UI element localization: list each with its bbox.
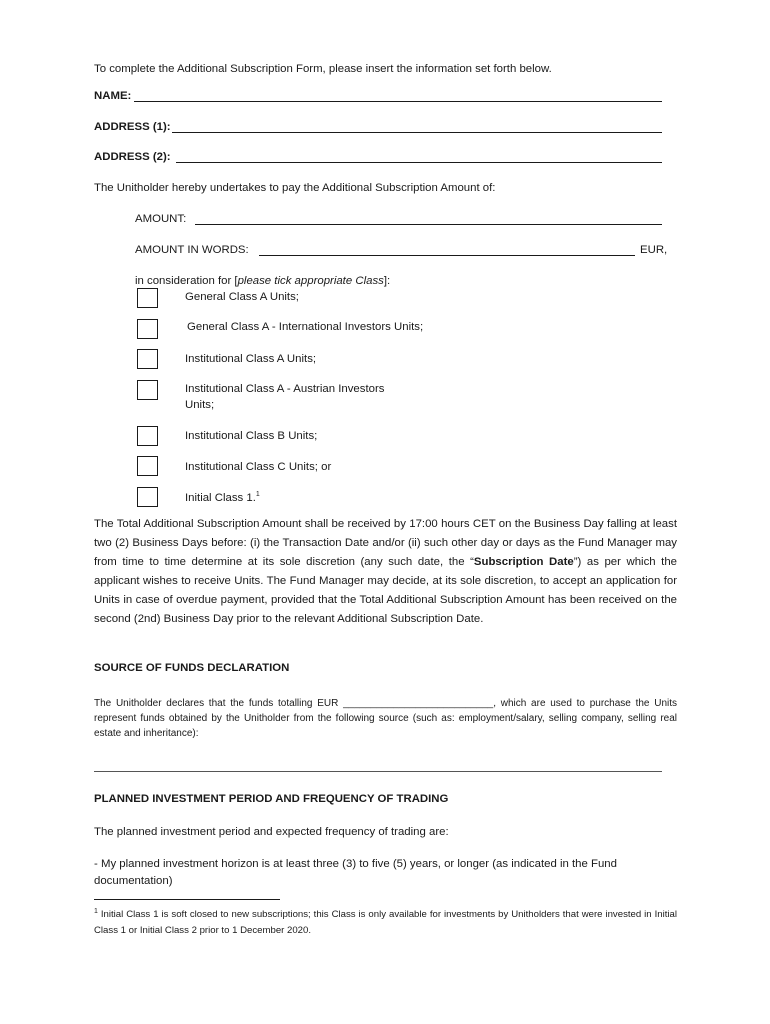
class-label-general-class-a-international: General Class A - International Investors Units; <box>187 321 424 333</box>
footnote-marker: 1 <box>94 907 98 915</box>
checkbox-institutional-class-b[interactable] <box>137 426 158 446</box>
source-text-part2: , which are used to purchase the Units represent funds obtained by the Unitholder from the following source (such as: employment/salary, selling company, selling real estate and inheritance): <box>94 698 678 739</box>
total-amount-paragraph <box>94 515 677 628</box>
address2-field[interactable] <box>176 162 662 163</box>
footnote-separator <box>94 899 280 900</box>
amount-words-label: AMOUNT IN WORDS: <box>135 244 249 256</box>
source-text-part1: The Unitholder declares that the funds totalling EUR <box>94 698 344 709</box>
subscription-date-term: Subscription Date <box>473 555 574 568</box>
footnote-ref: 1 <box>255 491 260 499</box>
planned-heading: PLANNED INVESTMENT PERIOD AND FREQUENCY OF TRADING <box>94 793 449 805</box>
total-para-part1: The Total Additional Subscription Amount shall be received by 17:00 hours CET on the Business Day falling at least two (2) Business Days before: (i) the Transaction Date and/or (ii) such other day or days as the Fund Manager may from time to time determine at its sole discretion (any such date, the “ <box>94 518 677 568</box>
address1-label: ADDRESS (1): <box>94 121 171 133</box>
source-paragraph <box>94 696 677 741</box>
class-label-general-class-a: General Class A Units; <box>185 291 299 303</box>
initial-class-1-text: Initial Class 1. <box>185 492 256 504</box>
consideration-italic: please tick appropriate Class <box>237 275 384 287</box>
amount-words-field[interactable] <box>259 255 635 256</box>
intro-text: To complete the Additional Subscription Form, please insert the information set forth below. <box>94 63 552 75</box>
consideration-text <box>135 274 390 289</box>
address1-field[interactable] <box>172 132 662 133</box>
amount-label: AMOUNT: <box>135 213 187 225</box>
consideration-prefix: in consideration for [ <box>135 275 238 287</box>
class-label-institutional-class-c: Institutional Class C Units; or <box>185 461 332 473</box>
name-label: NAME: <box>94 90 132 102</box>
class-label-institutional-class-b: Institutional Class B Units; <box>185 430 318 442</box>
class-label-institutional-class-a: Institutional Class A Units; <box>185 353 317 365</box>
checkbox-institutional-class-a-austrian[interactable] <box>137 380 158 400</box>
checkbox-general-class-a-international[interactable] <box>137 319 158 339</box>
total-para-part2: ”) as per which the applicant wishes to receive Units. The Fund Manager may decide, at its sole discretion, to accept an application for Units in case of overdue payment, provided that the Total Additional Subscription Amount has been received on the second (2nd) Business Day prior to the relevant Additional Subscription Date. <box>94 555 678 625</box>
planned-text: The planned investment period and expected frequency of trading are: <box>94 826 449 838</box>
funds-amount-blank[interactable]: ___________________________ <box>343 698 494 709</box>
checkbox-institutional-class-a[interactable] <box>137 349 158 369</box>
checkbox-initial-class-1[interactable] <box>137 487 158 507</box>
source-heading: SOURCE OF FUNDS DECLARATION <box>94 662 290 674</box>
footnote-text: Initial Class 1 is soft closed to new subscriptions; this Class is only available for investments by Unitholders that were invested in Initial Class 1 or Initial Class 2 prior to 1 December 2020. <box>94 909 677 936</box>
class-label-initial-class-1 <box>185 491 260 506</box>
currency-label: EUR, <box>640 244 668 256</box>
checkbox-institutional-class-c[interactable] <box>137 456 158 476</box>
consideration-suffix: ]: <box>383 275 391 287</box>
name-field[interactable] <box>134 101 662 102</box>
amount-field[interactable] <box>195 224 662 225</box>
class-label-institutional-class-a-austrian-cont: Units; <box>185 399 215 411</box>
address2-label: ADDRESS (2): <box>94 151 171 163</box>
checkbox-general-class-a[interactable] <box>137 288 158 308</box>
source-of-funds-field[interactable] <box>94 771 662 772</box>
footnote <box>94 907 677 938</box>
horizon-text: - My planned investment horizon is at least three (3) to five (5) years, or longer (as indicated in the Fund documentation) <box>94 858 617 887</box>
undertaking-text: The Unitholder hereby undertakes to pay the Additional Subscription Amount of: <box>94 182 496 194</box>
class-label-institutional-class-a-austrian: Institutional Class A - Austrian Investors <box>185 383 385 395</box>
